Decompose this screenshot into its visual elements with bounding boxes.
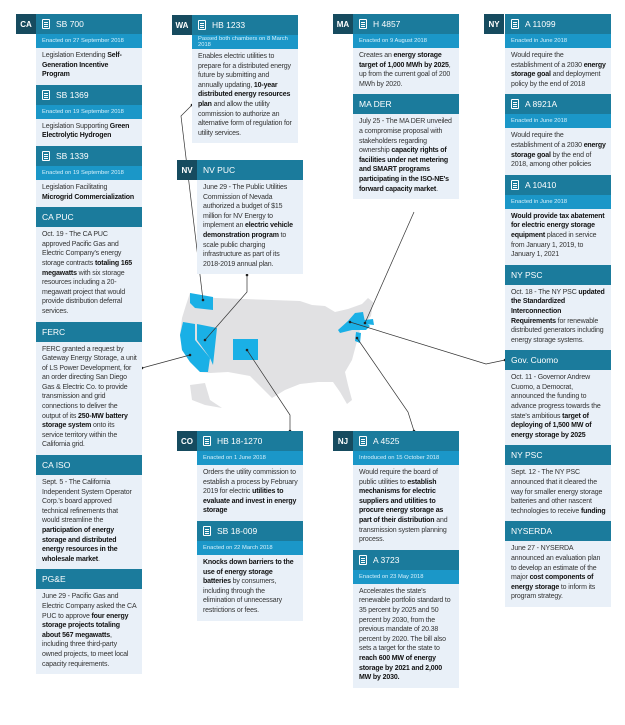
card-body — [505, 48, 611, 94]
card-header — [505, 94, 611, 114]
card-title: CA PUC — [42, 212, 74, 223]
card-body — [353, 465, 459, 550]
card-body — [192, 49, 298, 143]
card-title: NY PSC — [511, 269, 543, 280]
body-text: Orders the utility commission to establish a process by February 2019 for electric — [203, 469, 298, 496]
body-text: , including three third-party owned projects, to meet local capacity requirements. — [42, 631, 129, 668]
highlight-text: energy storage goal — [511, 61, 606, 79]
policy-card — [505, 265, 611, 351]
highlight-text: utilities to evaluate and invest in energy storage — [203, 488, 297, 515]
highlight-text: establish mechanisms for electric suppliers and utilities to procure energy storage as part of their distribution — [359, 478, 444, 524]
body-text: placed in service from January 1, 2019, to January 1, 2021 — [511, 231, 597, 259]
document-icon — [42, 19, 50, 29]
card-title: Gov. Cuomo — [511, 355, 559, 366]
body-text: FERC granted a request by Gateway Energy Storage, a unit of LS Power Development, for an order directing San Diego Gas & Electric Co. to provide transmission and grid connections to deliver the output of its — [42, 345, 137, 420]
state-tag-ma: MA — [333, 14, 353, 34]
card-title: CA ISO — [42, 460, 71, 471]
card-title: A 4525 — [373, 436, 400, 446]
state-tag-ny: NY — [484, 14, 504, 34]
highlight-text: Microgrid Commercialization — [42, 193, 135, 201]
card-body — [353, 584, 459, 688]
card-body — [505, 370, 611, 445]
state-tag-nj: NJ — [333, 431, 353, 451]
body-text: Would require the establishment of a 2030 — [511, 132, 584, 149]
body-text: and allow the utility commission to authorize an alternative form of regulation for utility services. — [198, 100, 292, 137]
body-text: Legislation Supporting — [42, 122, 110, 130]
card-body — [36, 180, 142, 207]
card-header — [353, 431, 459, 451]
card-date: Enacted on 22 March 2018 — [197, 541, 303, 555]
highlight-text: 10-year distributed energy resources plan — [198, 81, 291, 108]
card-body — [36, 227, 142, 321]
body-text: to inform its program strategy. — [511, 583, 596, 601]
card-body — [36, 119, 142, 146]
card-date: Enacted on 27 September 2018 — [36, 34, 142, 48]
card-header — [353, 550, 459, 570]
body-text: Sept. 5 - The California Independent System Operator Corp.'s board approved technical refinements that would streamline the — [42, 479, 132, 525]
card-title: A 8921A — [525, 99, 558, 110]
policy-card — [505, 445, 611, 521]
card-body — [505, 285, 611, 351]
document-icon — [42, 90, 50, 100]
policy-card — [353, 14, 459, 94]
policy-card — [505, 14, 611, 94]
card-header — [505, 14, 611, 34]
policy-card — [505, 175, 611, 265]
card-title: NYSERDA — [511, 526, 553, 537]
card-title: SB 1369 — [56, 89, 89, 100]
state-tag-co: CO — [177, 431, 197, 451]
card-body — [36, 48, 142, 85]
card-date: Enacted on 1 June 2018 — [197, 451, 303, 465]
highlight-text: four energy storage projects totaling about 567 megawatts — [42, 612, 129, 639]
state-cards-wa — [192, 15, 298, 143]
body-text: Would require the board of public utilities to — [359, 469, 438, 486]
state-cards-ma — [353, 14, 459, 199]
body-text: . — [436, 185, 438, 193]
card-title: A 11099 — [525, 19, 556, 29]
policy-card — [197, 160, 303, 274]
highlight-text: 250-MW battery storage system — [42, 412, 128, 430]
card-header — [192, 15, 298, 35]
card-body — [197, 555, 303, 621]
card-title: MA DER — [359, 99, 392, 110]
highlight-text: funding — [580, 507, 606, 515]
policy-card — [36, 146, 142, 207]
highlight-text: capacity rights of facilities under net metering and SMART programs participating in the ISO-NE's forward capacity market — [359, 147, 449, 193]
card-title: H 4857 — [373, 19, 401, 29]
policy-card — [353, 431, 459, 550]
state-tag-wa: WA — [172, 15, 192, 35]
card-header — [197, 160, 303, 180]
body-text: by consumers, including through the elimination of unnecessary restrictions or fees. — [203, 578, 282, 614]
body-text: Oct. 18 - The NY PSC — [511, 288, 579, 296]
highlight-text: Knocks down barriers to the use of energy storage batteries — [203, 558, 294, 586]
highlight-text: energy storage target of 1,000 MWh by 2025 — [359, 52, 449, 69]
body-text: Legislation Extending — [42, 52, 108, 59]
policy-card — [36, 322, 142, 456]
highlight-text: participation of energy storage and distributed energy resources in the wholesale market — [42, 527, 118, 563]
card-date: Enacted on 19 September 2018 — [36, 166, 142, 180]
card-body — [505, 541, 611, 607]
card-body — [197, 180, 303, 274]
card-body — [353, 48, 459, 94]
body-text: to scale public charging infrastructure as part of its 2018-2019 annual plan. — [203, 231, 287, 268]
card-date: Passed both chambers on 8 March 2018 — [192, 35, 298, 49]
card-title: NY PSC — [511, 450, 543, 461]
card-header — [197, 431, 303, 451]
card-header — [505, 521, 611, 541]
card-header — [36, 85, 142, 105]
card-body — [36, 342, 142, 456]
policy-card — [36, 569, 142, 674]
policy-card — [36, 207, 142, 321]
highlight-text: Green Electrolytic Hydrogen — [42, 122, 130, 140]
card-date: Enacted on 23 May 2018 — [353, 570, 459, 584]
card-date: Enacted in June 2018 — [505, 195, 611, 209]
body-text: Enables electric utilities to prepare for a distributed energy future by submitting and annually updating, — [198, 53, 291, 89]
card-header — [505, 350, 611, 370]
body-text: onto its service territory within the California grid. — [42, 422, 118, 449]
highlight-text: cost components of energy storage — [511, 574, 594, 591]
card-title: SB 1339 — [56, 150, 89, 161]
body-text: Oct. 19 - The CA PUC approved Pacific Gas and Electric Company's energy storage contracts — [42, 231, 122, 267]
alaska — [190, 383, 222, 408]
policy-card — [505, 521, 611, 607]
state-cards-nv — [197, 160, 303, 274]
document-icon — [203, 436, 211, 446]
state-tag-ca: CA — [16, 14, 36, 34]
highlight-text: energy storage goal — [511, 141, 606, 159]
highlight-text: updated the Standardized Interconnection Requirements — [511, 288, 605, 325]
card-title: FERC — [42, 326, 66, 337]
card-title: A 10410 — [525, 179, 557, 190]
body-text: , up from the current goal of 200 MWh by 2020. — [359, 61, 451, 88]
card-header — [36, 455, 142, 475]
body-text: Sept. 12 - The NY PSC announced that it cleared the way for smaller energy storage batteries and other nascent technologies to receive — [511, 469, 603, 515]
card-header — [36, 146, 142, 166]
card-body — [505, 128, 611, 174]
card-date: Enacted on 19 September 2018 — [36, 105, 142, 119]
body-text: and transmission system planning process. — [359, 516, 448, 544]
card-body — [197, 465, 303, 521]
card-body — [505, 209, 611, 265]
document-icon — [203, 526, 211, 536]
document-icon — [359, 555, 367, 565]
highlight-text: totaling 165 megawatts — [42, 259, 133, 277]
body-text: July 25 - The MA DER unveiled a compromise proposal with stakeholders regarding ownership — [359, 118, 452, 155]
card-title: A 3723 — [373, 554, 400, 565]
policy-card — [197, 521, 303, 621]
body-text: Creates an — [359, 52, 394, 59]
document-icon — [511, 180, 519, 190]
card-date: Enacted in June 2018 — [505, 114, 611, 128]
card-title: NV PUC — [203, 165, 236, 175]
card-body — [353, 114, 459, 199]
card-header — [36, 207, 142, 227]
policy-card — [505, 94, 611, 174]
document-icon — [511, 19, 519, 29]
document-icon — [198, 20, 206, 30]
state-colorado — [233, 339, 258, 360]
body-text: with six storage resources including a 20-megawatt project that would provide distribution deferral services. — [42, 269, 126, 315]
card-header — [36, 14, 142, 34]
body-text: . — [97, 555, 100, 563]
card-title: HB 1233 — [212, 20, 246, 30]
state-cards-nj — [353, 431, 459, 688]
policy-card — [197, 431, 303, 521]
policy-card — [353, 94, 459, 199]
document-icon — [42, 151, 50, 161]
body-text: for renewable distributed generators including energy storage systems. — [511, 317, 604, 344]
state-cards-ny — [505, 14, 611, 607]
policy-card — [36, 85, 142, 146]
body-text: by the end of 2018, among other policies — [511, 151, 592, 169]
policy-card — [353, 550, 459, 688]
highlight-text: electric vehicle demonstration program — [203, 222, 293, 239]
body-text: Accelerates the state's renewable portfolio standard to 35 percent by 2025 and 50 percent by 2030, from the previous mandate of 20.38 percent by 2020. The bill also sets a target for the state to — [359, 587, 451, 653]
highlight-text: Self-Generation Incentive Program — [42, 52, 122, 79]
card-date: Introduced on 15 October 2018 — [353, 451, 459, 465]
document-icon — [511, 99, 519, 109]
policy-card — [36, 455, 142, 569]
state-cards-co — [197, 431, 303, 621]
document-icon — [359, 19, 367, 29]
highlight-text: reach 600 MW of energy storage by 2021 and 2,000 MW by 2030. — [359, 654, 443, 682]
card-title: HB 18-1270 — [217, 436, 263, 446]
body-text: June 29 - The Public Utilities Commission of Nevada authorized a budget of $15 million for NV Energy to implement an — [203, 184, 288, 230]
state-tag-nv: NV — [177, 160, 197, 180]
policy-card — [505, 350, 611, 445]
card-date: Enacted on 9 August 2018 — [353, 34, 459, 48]
body-text: June 29 - Pacific Gas and Electric Company asked the CA PUC to approve — [42, 593, 137, 620]
card-header — [505, 265, 611, 285]
card-header — [505, 175, 611, 195]
body-text: Would require the establishment of a 2030 — [511, 52, 584, 69]
document-icon — [359, 436, 367, 446]
body-text: June 27 - NYSERDA announced an evaluation plan to develop an estimate of the major — [511, 545, 601, 582]
policy-card — [192, 15, 298, 143]
card-date: Enacted in June 2018 — [505, 34, 611, 48]
card-header — [36, 322, 142, 342]
body-text: Legislation Facilitating — [42, 183, 108, 191]
card-title: SB 700 — [56, 19, 84, 29]
state-cards-ca — [36, 14, 142, 674]
card-header — [505, 445, 611, 465]
card-body — [36, 475, 142, 569]
card-header — [197, 521, 303, 541]
card-title: PG&E — [42, 574, 66, 585]
card-body — [505, 465, 611, 521]
highlight-text: Would provide tax abatement for electric energy storage equipment — [511, 212, 605, 239]
highlight-text: target of deploying of 1,500 MW of energy storage by 2025 — [511, 412, 592, 439]
card-title: SB 18-009 — [217, 525, 258, 536]
card-header — [353, 14, 459, 34]
card-body — [36, 589, 142, 674]
body-text: Oct. 11 - Governor Andrew Cuomo, a Democrat, announced the funding to advance progress towards the state's ambitious — [511, 374, 601, 420]
policy-card — [36, 14, 142, 85]
body-text: and deployment policy by the end of 2018 — [511, 71, 601, 88]
card-header — [36, 569, 142, 589]
card-header — [353, 94, 459, 114]
